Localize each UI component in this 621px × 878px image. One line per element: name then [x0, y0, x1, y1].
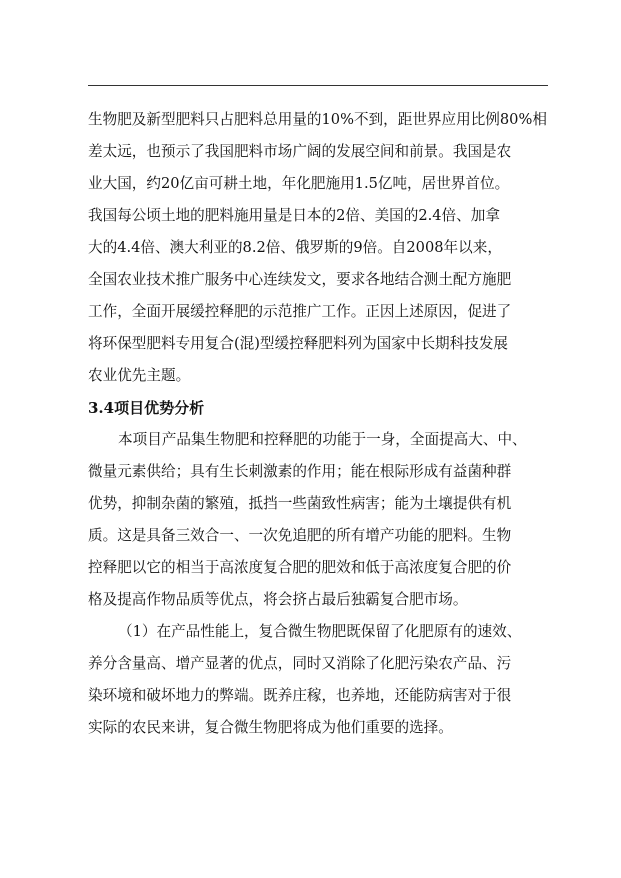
text-line: 全国农业技术推广服务中心连续发文，要求各地结合测土配方施肥	[88, 271, 512, 288]
text-line: 实际的农民来讲，复合微生物肥将成为他们重要的选择。	[88, 719, 453, 736]
section-heading: 3.4项目优势分析	[88, 399, 205, 417]
text-line: 控释肥以它的相当于高浓度复合肥的肥效和低于高浓度复合肥的价	[88, 559, 512, 576]
text-line: 业大国，约20亿亩可耕土地，年化肥施用1.5亿吨，居世界首位。	[88, 175, 510, 192]
text-line: 差太远，也预示了我国肥料市场广阔的发展空间和前景。我国是农	[88, 143, 512, 160]
text-line: （1）在产品性能上，复合微生物肥既保留了化肥原有的速效、	[118, 623, 522, 640]
text-line: 质。这是具备三效合一、一次免追肥的所有增产功能的肥料。生物	[88, 527, 512, 544]
text-line: 格及提高作物品质等优点，将会挤占最后独霸复合肥市场。	[88, 591, 468, 608]
text-line: 将环保型肥料专用复合(混)型缓控释肥料列为国家中长期科技发展	[88, 335, 509, 352]
text-line: 农业优先主题。	[88, 367, 191, 384]
text-line: 我国每公顷土地的肥料施用量是日本的2倍、美国的2.4倍、加拿	[88, 207, 500, 224]
text-line: 染环境和破坏地力的弊端。既养庄稼，也养地，还能防病害对于很	[88, 687, 512, 704]
header-rule	[88, 85, 548, 86]
text-line: 生物肥及新型肥料只占肥料总用量的10%不到，距世界应用比例80%相	[88, 111, 547, 128]
text-line: 工作，全面开展缓控释肥的示范推广工作。正因上述原因，促进了	[88, 303, 512, 320]
text-line: 本项目产品集生物肥和控释肥的功能于一身，全面提高大、中、	[118, 431, 527, 448]
text-line: 养分含量高、增产显著的优点，同时又消除了化肥污染农产品、污	[88, 655, 512, 672]
text-line: 大的4.4倍、澳大利亚的8.2倍、俄罗斯的9倍。自2008年以来，	[88, 239, 502, 256]
text-line: 微量元素供给；具有生长刺激素的作用；能在根际形成有益菌种群	[88, 463, 512, 480]
text-line: 优势，抑制杂菌的繁殖，抵挡一些菌致性病害；能为土壤提供有机	[88, 495, 512, 512]
